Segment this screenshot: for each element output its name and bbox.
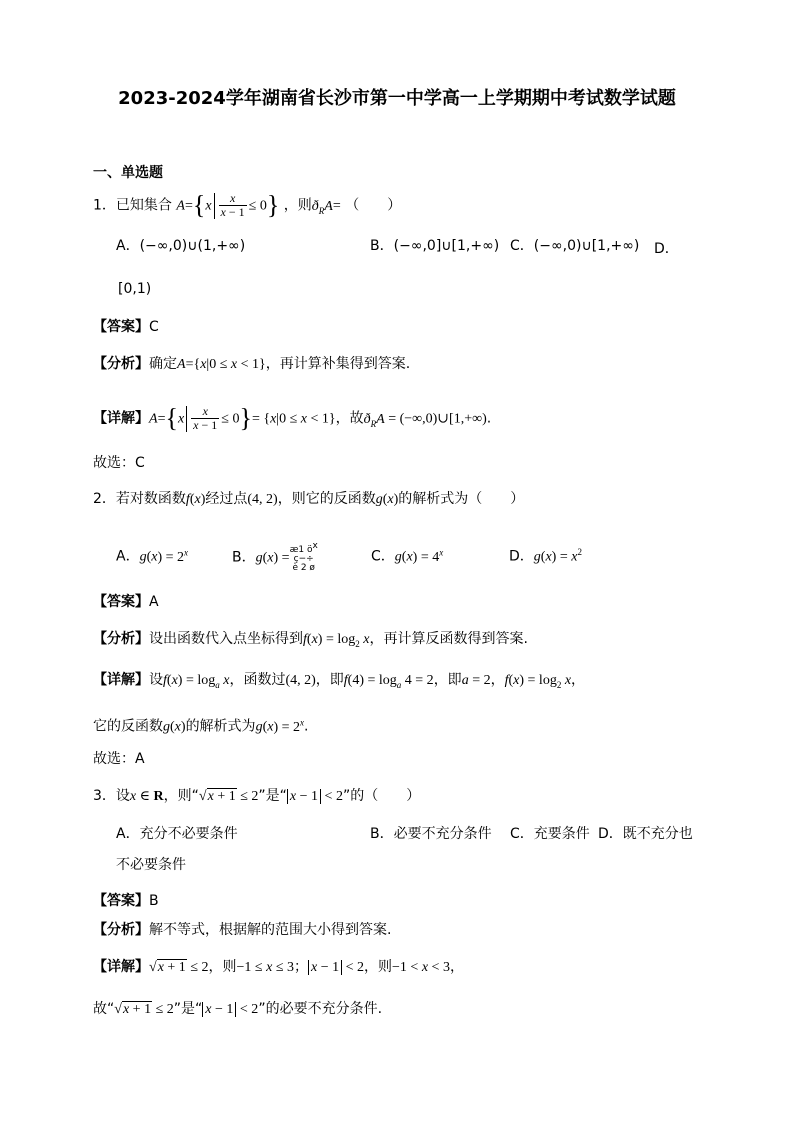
q3-analysis: 【分析】解不等式，根据解的范围大小得到答案. — [93, 922, 392, 938]
q3-option-a: A．充分不必要条件 — [116, 826, 238, 842]
q2-option-a: A．$g(x) = 2^x$ — [116, 547, 189, 565]
q1-detail: 【详解】A={x $\frac{x}{x - 1}$ ≤ 0}= {x|0 ≤ x < 1}，故$ð_RA$ = (−∞,0)∪[1,+∞). — [93, 403, 492, 433]
detail-label: 【详解】 — [93, 410, 149, 427]
q3-option-c: C．充要条件 — [510, 826, 590, 842]
q1-option-d: [0,1) — [118, 281, 152, 297]
q1-analysis-prefix: 确定 — [149, 356, 177, 372]
choice-label: 故选： — [93, 455, 135, 471]
q1-choice-value: C — [135, 455, 145, 471]
q1-analysis: 【分析】确定A={x|0 ≤ x < 1}，再计算补集得到答案. — [93, 356, 411, 372]
q3-option-b: B．必要不充分条件 — [370, 826, 492, 842]
analysis-label: 【分析】 — [93, 356, 149, 372]
q1-stem-prefix: 1．已知集合 — [93, 197, 172, 214]
q1-detail-mid: ，故 — [335, 410, 364, 427]
q1-choice — [93, 453, 145, 473]
q1-stem: 1．已知集合 A={x $\frac{x}{x - 1}$ ≤ 0} ，则$ð_RA=$ （ ） — [93, 190, 402, 220]
q2-choice: 故选：A — [93, 751, 145, 767]
q3-detail: 【详解】√x + 1 ≤ 2，则−1 ≤ x ≤ 3； x − 1 < 2，则−1 < x < 3， — [93, 959, 464, 975]
answer-label: 【答案】 — [93, 319, 149, 335]
q1-option-a: A．(−∞,0)∪(1,+∞) — [116, 238, 246, 254]
q2-answer: 【答案】A — [93, 594, 159, 610]
q2-analysis: 【分析】设出函数代入点坐标得到$f(x) = \log_2 x$，再计算反函数得到答案. — [93, 631, 528, 649]
q1-option-c: C．(−∞,0)∪[1,+∞) — [510, 238, 640, 254]
q3-stem: 3．设x ∈ R，则“√x + 1 ≤ 2”是“ x − 1 < 2”的（ ） — [93, 788, 421, 804]
q2-detail: 【详解】设$f(x) = \log_a x$，函数过(4, 2)，即$f(4) = \log_a 4 = 2$，即a = 2，$f(x) = \log_2 x$， — [93, 672, 586, 690]
q2-option-b-garbled-formula: æ1 $ö^x$ ç−÷ è 2 ø — [289, 541, 318, 573]
q1-analysis-suffix: ，再计算补集得到答案. — [265, 356, 411, 372]
section-heading: 一、单选题 — [93, 165, 163, 181]
page-title: 2023-2024学年湖南省长沙市第一中学高一上学期期中考试数学试题 — [118, 88, 676, 109]
q2-detail-cont: 它的反函数g(x)的解析式为$g(x) = 2^x$. — [93, 717, 309, 735]
q1-option-b: B．(−∞,0]∪[1,+∞) — [370, 238, 500, 254]
q1-answer-value: C — [149, 319, 159, 335]
q3-option-d: D．既不充分也 — [598, 826, 693, 842]
q2-option-c: C．$g(x) = 4^x$ — [371, 547, 444, 565]
q1-set-formula: A — [176, 198, 185, 214]
q1-stem-mid: ，则 — [283, 197, 312, 214]
q2-option-d: D．$g(x) = x^2$ — [509, 547, 582, 565]
q1-answer — [93, 317, 159, 337]
q3-answer: 【答案】B — [93, 893, 159, 909]
q2-stem: 2．若对数函数f(x)经过点(4, 2)，则它的反函数g(x)的解析式为（ ） — [93, 491, 525, 507]
q2-option-b: B．g(x) =æ1 $ö^x$ ç−÷ è 2 ø — [232, 541, 318, 573]
q3-option-d-cont: 不必要条件 — [116, 857, 186, 873]
q1-option-d-label: D． — [654, 241, 679, 257]
q1-stem-suffix: （ ） — [345, 197, 402, 214]
q3-conclusion: 故“√x + 1 ≤ 2”是“ x − 1 < 2”的必要不充分条件. — [93, 1001, 383, 1017]
